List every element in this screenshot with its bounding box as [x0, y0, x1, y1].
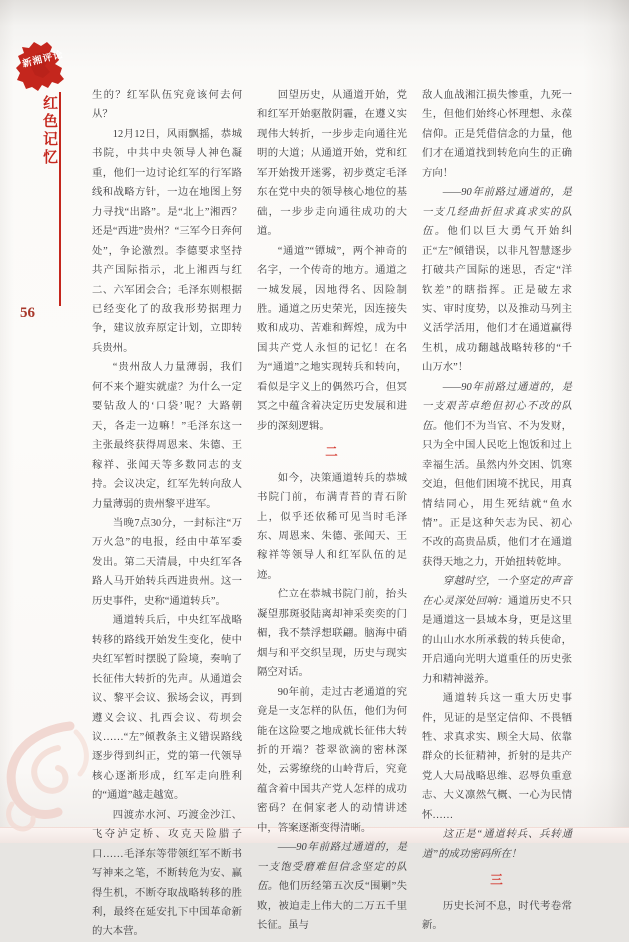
page-number: 56 [20, 305, 35, 321]
magazine-logo-text: 新湘评论 [21, 49, 65, 70]
paragraph [422, 572, 572, 689]
paragraph: 当晚7点30分，一封标注“万万火急”的电报，经由中革军委发出。第二天清晨，中央红军各路人马开始转兵西进贵州。这一历史事件，史称“通道转兵”。 [92, 517, 242, 607]
paragraph: 90年前，走过古老通道的究竟是一支怎样的队伍，他们为何能在这险要之地成就长征伟大转折的开端？苍翠欲滴的密林深处，云雾缭绕的山岭背后，究竟蕴含着中国共产党人怎样的成功密码？在侗家老人的动情讲述中，答案逐渐变得清晰。 [257, 686, 407, 834]
section-title-rule [59, 92, 61, 306]
section-divider-three: 三 [490, 873, 504, 888]
magazine-logo [14, 40, 68, 94]
page-right-edge-shade [583, 0, 629, 843]
paragraph: 敌人血战湘江损失惨重，九死一生，但他们始终心怀理想、永葆信仰。正是凭借信念的力量，他们才在通道找到转危向生的正确方向！ [422, 90, 572, 179]
paragraph: 12月12日，风雨飘摇，恭城书院，中共中央领导人神色凝重，他们一边讨论红军的行军路线和战略方针，一边在地图上努力寻找“出路”。是“北上”湘西？还是“西进”贵州？“三军今日奔何处”，争论激烈。李德要求坚持共产国际指示，北上湘西与红二、六军团会合；毛泽东则根据已经变化了的敌我形势据理力争，建议放弃原定计划，立即转兵贵州。 [92, 128, 242, 354]
paragraph-rest: 他们历经第五次反“围剿”失败，被迫走上伟大的二万五千里长征。虽与 [257, 881, 407, 932]
emphasis-lead: ——90年前路过通道的，是一支艰苦卓绝但初心不改的队伍。 [422, 381, 572, 432]
paragraph-rest: 通道历史不只是通道这一县域本身，更是这里的山山水水所承载的转兵使命，开启通向光明大道重任的历史张力和精神滋养。 [422, 595, 573, 685]
paragraph [422, 183, 572, 378]
column-left [92, 86, 242, 942]
paragraph [257, 838, 407, 935]
section-divider-two: 二 [325, 445, 339, 460]
paragraph-rest: 他们不为当官、不为发财，只为全中国人民吃上饱饭和过上幸福生活。虽然内外交困、饥寒交迫，但他们困境不扰民，用真情结同心，用生死结就“鱼水情”。正是这种矢志为民、初心不改的高贵品质，他们才在通道获得天地之力，开始扭转乾坤。 [422, 420, 573, 568]
column-right [422, 86, 572, 935]
paragraph [422, 378, 572, 573]
emphasis-lead: ——90年前路过通道的，是一支几经曲折但求真求实的队伍。 [422, 187, 572, 238]
paragraph: “贵州敌人力量薄弱，我们何不来个避实就虚？为什么一定要钻敌人的‘口袋’呢？大路朝天，各走一边嘛！”毛泽东这一主张最终获得周恩来、朱德、王稼祥、张闻天等多数同志的支持。会议决定，红军先转向敌人力量薄弱的贵州黎平进军。 [92, 362, 242, 510]
paragraph: “通道”“镡城”，两个神奇的名字，一个传奇的地方。通道之一城发展，因地得名、因险制胜。通道之历史荣光，因连接失败和成功、苦难和辉煌，成为中国共产党人永恒的记忆！在名为“通道”之地实现转兵和转向，看似是字义上的偶然巧合，但冥冥之中蕴含着决定历史发展和进步的深刻逻辑。 [257, 245, 407, 432]
paragraph: 伫立在恭城书院门前，抬头凝望那斑驳陆离却神采奕奕的门楣，我不禁浮想联翩。脑海中硝烟与和平交织呈现，历史与现实隔空对话。 [257, 589, 407, 679]
paragraph: 通道转兵这一重大历史事件，见证的是坚定信仰、不畏牺牲、求真求实、顾全大局、依靠群众的长征精神，折射的是共产党人大局战略思维、忍辱负重意志、大义凛然气概、一心为民情怀…… [422, 693, 572, 821]
paragraph: 如今，决策通道转兵的恭城书院门前，布满青苔的青石阶上，似乎还依稀可见当时毛泽东、周恩来、朱德、张闻天、王稼祥等领导人和红军队伍的足迹。 [257, 472, 407, 581]
emphasis-lead: 穿越时空，一个坚定的声音在心灵深处回响： [422, 576, 572, 607]
section-title-red-memory: 红色记忆 [41, 95, 58, 167]
column-middle [257, 86, 407, 935]
paragraph: 通道转兵后，中央红军战略转移的路线开始发生变化，使中央红军暂时摆脱了险境，奏响了长征伟大转折的先声。从通道会议、黎平会议、猴场会议，再到遵义会议、扎西会议、苟坝会议……“左”倾教条主义错误路线逐步得到纠正，党的第一代领导核心逐渐形成，红军走向胜利的“通道”越走越宽。 [92, 615, 242, 802]
paragraph-rest: 他们以巨大勇气开始纠正“左”倾错误，以非凡智慧逐步打破共产国际的迷思，否定“洋钦差”的瞎指挥。正是破左求实、审时度势，以及推动马列主义活学活用，他们才在通道赢得生机，成功翻越战略转移的“千山万水”！ [422, 226, 573, 374]
paragraph: 回望历史，从通道开始，党和红军开始驱散阴霾，在遵义实现伟大转折，一步步走向通往光明的大道；从通道开始，党和红军开始拨开迷雾，初步奠定毛泽东在党中央的领导核心地位的基础，一步步走向通往成功的大道。 [257, 90, 407, 238]
emphasis-lead: ——90年前路过通道的，是一支饱受磨难但信念坚定的队伍。 [257, 842, 407, 893]
paragraph: 这正是“通道转兵、兵转通道”的成功密码所在！ [422, 829, 572, 860]
paragraph: 历史长河不息，时代考卷常新。 [422, 900, 572, 932]
paragraph: 生的？红军队伍究竟该何去何从？ [92, 90, 242, 121]
paragraph: 四渡赤水河、巧渡金沙江、飞夺泸定桥、攻克天险腊子口……毛泽东等带领红军不断书写神来之笔，不断转危为安、赢得生机，不断夺取战略转移的胜利，最终在延安扎下中国革命新的大本营。 [92, 809, 242, 938]
